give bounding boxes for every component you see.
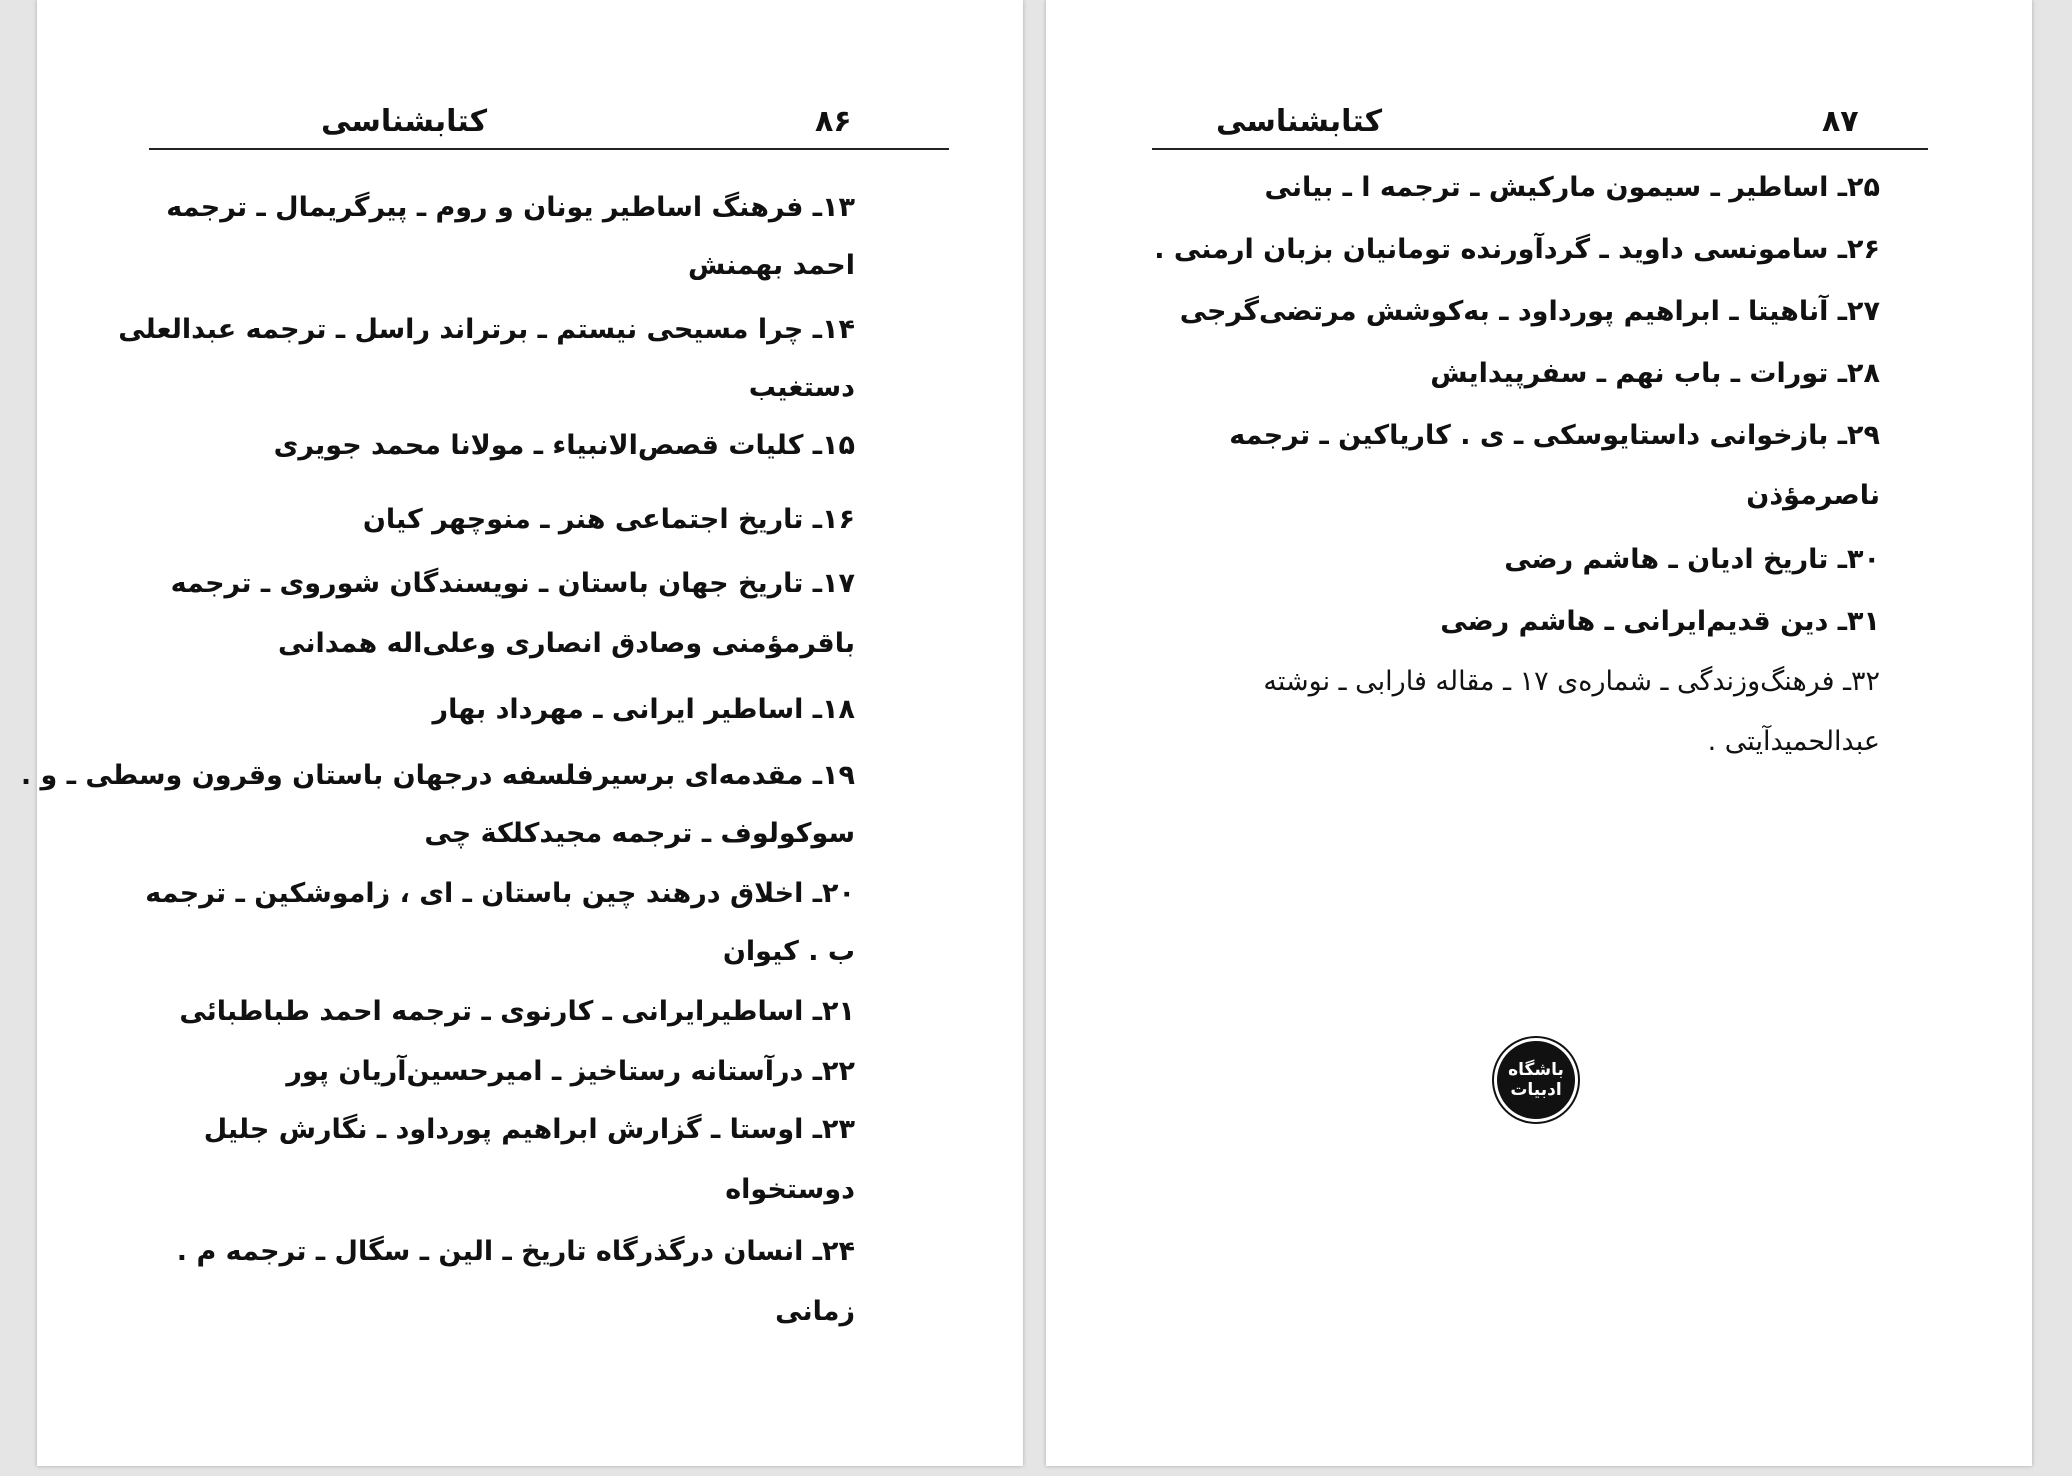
page-number: ۸۷ [1822, 104, 1859, 139]
entry-line: ۳۱ـ دین قدیم‌ایرانی ـ هاشم رضی [1440, 606, 1880, 637]
entry-line: ۲۷ـ آناهیتا ـ ابراهیم پورداود ـ به‌کوشش مرتضی‌گرجی [1179, 296, 1880, 327]
entry-line: ب . کیوان [722, 936, 855, 967]
entry-line: احمد بهمنش [687, 250, 855, 281]
entry-line: ۱۹ـ مقدمه‌ای برسیرفلسفه درجهان باستان وقرون وسطی ـ و . [20, 760, 855, 791]
running-title: کتابشناسی [1216, 104, 1383, 139]
page-number: ۸۶ [815, 104, 852, 139]
entry-line: زمانی [775, 1296, 855, 1327]
entry-line: سوکولوف ـ ترجمه مجیدکلکة چی [424, 818, 855, 849]
entry-line: ۲۹ـ بازخوانی داستایوسکی ـ ی . کاریاکین ـ ترجمه [1229, 420, 1880, 451]
entry-line: دوستخواه [725, 1174, 855, 1205]
entry-line: عبدالحمیدآیتی . [1707, 726, 1880, 757]
entry-line: ۲۶ـ سامونسی داوید ـ گردآورنده تومانیان بزبان ارمنی . [1154, 234, 1880, 265]
running-title: کتابشناسی [321, 104, 488, 139]
entry-line: دستغیب [748, 372, 855, 403]
publisher-logo: باشگاه ادبیات [1494, 1038, 1578, 1122]
bibliography-list [1154, 0, 1880, 1466]
bibliography-list [20, 0, 855, 1466]
entry-line: ۱۷ـ تاریخ جهان باستان ـ نویسندگان شوروی ـ ترجمه [170, 568, 855, 599]
right-page [1046, 0, 2032, 1466]
entry-line: ۲۲ـ درآستانه رستاخیز ـ امیرحسین‌آریان پور [286, 1056, 855, 1087]
entry-line: ۳۰ـ تاریخ ادیان ـ هاشم رضی [1504, 544, 1880, 575]
entry-line: ۱۶ـ تاریخ اجتماعی هنر ـ منوچهر کیان [362, 504, 855, 535]
entry-line: ۲۸ـ تورات ـ باب نهم ـ سفرپیدایش [1430, 358, 1880, 389]
entry-line: ۲۴ـ انسان درگذرگاه تاریخ ـ الین ـ سگال ـ ترجمه م . [176, 1236, 855, 1267]
entry-line: ۱۵ـ کلیات قصص‌الانبیاء ـ مولانا محمد جویری [273, 430, 855, 461]
entry-line: ۱۳ـ فرهنگ اساطیر یونان و روم ـ پیرگریمال ـ ترجمه [166, 192, 855, 223]
entry-line: ۳۲ـ فرهنگ‌وزندگی ـ شماره‌ی ۱۷ ـ مقاله فارابی ـ نوشته [1263, 666, 1880, 697]
entry-line: ۱۴ـ چرا مسیحی نیستم ـ برتراند راسل ـ ترجمه عبدالعلی [118, 314, 855, 345]
entry-line: ۲۰ـ اخلاق درهند چین باستان ـ ای ، زاموشکین ـ ترجمه [145, 878, 855, 909]
entry-line: باقرمؤمنی وصادق انصاری وعلی‌اله همدانی [278, 628, 855, 659]
entry-line: ۲۳ـ اوستا ـ گزارش ابراهیم پورداود ـ نگارش جلیل [203, 1114, 855, 1145]
entry-line: ۲۵ـ اساطیر ـ سیمون مارکیش ـ ترجمه ا ـ بیانی [1264, 172, 1880, 203]
entry-line: ۱۸ـ اساطیر ایرانی ـ مهرداد بهار [432, 694, 855, 725]
entry-line: ناصرمؤذن [1746, 480, 1880, 511]
left-page [20, 0, 1023, 1466]
entry-line: ۲۱ـ اساطیرایرانی ـ کارنوی ـ ترجمه احمد طباطبائی [179, 996, 855, 1027]
